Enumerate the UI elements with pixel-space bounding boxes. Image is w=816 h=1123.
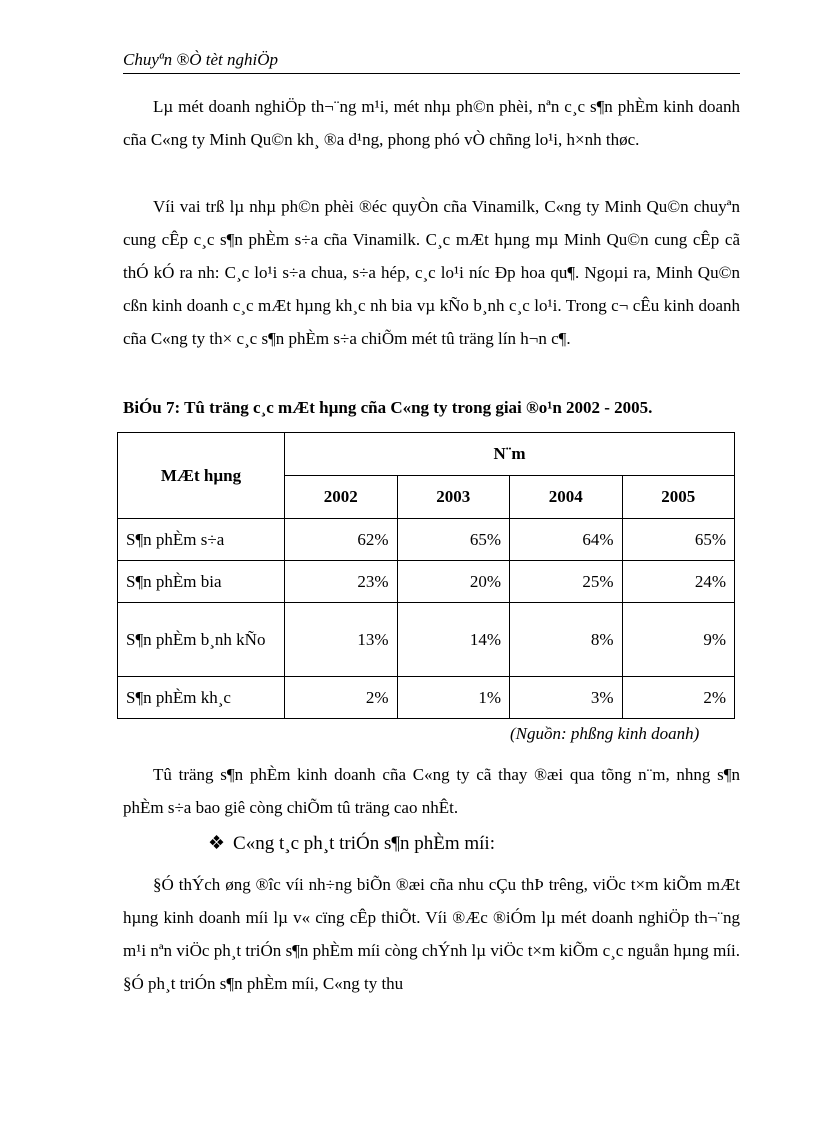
paragraph-2: Víi vai trß lµ nhµ ph©n phèi ®éc quyÒn cña Vinamilk, C«ng ty Minh Qu©n chuyªn cung cÊp c¸c s¶n phÈm s÷a cña Vinamilk. C¸c mÆt hµng mµ Minh Qu©n cung cÊp cã thÓ kÓ ra nh: C¸c lo¹i s÷a chua, s÷a hép, c¸c lo¹i níc Ðp hoa qu¶. Ngoµi ra, Minh Qu©n cßn kinh doanh c¸c mÆt hµng kh¸c nh bia vµ kÑo b¸nh c¸c lo¹i. Trong c¬ cÊu kinh doanh cña C«ng ty th× c¸c s¶n phÈm s÷a chiÕm mét tû träng lín h¬n c¶. <box>123 197 740 348</box>
cell: 64% <box>510 519 623 561</box>
header-year: N¨m <box>285 433 735 476</box>
cell: 23% <box>285 561 398 603</box>
cell: 3% <box>510 677 623 719</box>
table-row <box>118 561 735 603</box>
row-label: S¶n phÈm kh¸c <box>118 677 285 719</box>
subheading-text: C«ng t¸c ph¸t triÓn s¶n phÈm míi: <box>233 833 495 854</box>
year-2002: 2002 <box>285 476 398 519</box>
year-2003: 2003 <box>397 476 510 519</box>
product-share-table <box>117 432 735 719</box>
cell: 9% <box>622 603 735 677</box>
header-item: MÆt hµng <box>118 433 285 519</box>
row-label: S¶n phÈm bia <box>118 561 285 603</box>
paragraph-4: §Ó thÝch øng ®îc víi nh÷ng biÕn ®æi cña nhu cÇu thÞ trêng, viÖc t×m kiÕm mÆt hµng kinh doanh míi lµ v« cïng cÊp thiÕt. Víi ®Æc ®iÓm lµ mét doanh nghiÖp th¬¨ng m¹i nªn viÖc ph¸t triÓn s¶n phÈm míi còng chÝnh lµ viÖc t×m kiÕm c¸c nguån hµng míi. §Ó ph¸t triÓn s¶n phÈm míi, C«ng ty thu <box>123 875 740 993</box>
cell: 65% <box>622 519 735 561</box>
table-source: (Nguồn: phßng kinh doanh) <box>510 724 700 743</box>
cell: 8% <box>510 603 623 677</box>
cell: 24% <box>622 561 735 603</box>
cell: 20% <box>397 561 510 603</box>
cell: 62% <box>285 519 398 561</box>
cell: 13% <box>285 603 398 677</box>
cell: 1% <box>397 677 510 719</box>
paragraph-3: Tû träng s¶n phÈm kinh doanh cña C«ng ty cã thay ®æi qua tõng n¨m, nhng s¶n phÈm s÷a bao giê còng chiÕm tû träng cao nhÊt. <box>123 765 740 817</box>
cell: 25% <box>510 561 623 603</box>
table-row <box>118 603 735 677</box>
year-2004: 2004 <box>510 476 623 519</box>
row-label: S¶n phÈm s÷a <box>118 519 285 561</box>
cell: 65% <box>397 519 510 561</box>
paragraph-1: Lµ mét doanh nghiÖp th¬¨ng m¹i, mét nhµ ph©n phèi, nªn c¸c s¶n phÈm kinh doanh cña C«ng ty Minh Qu©n kh¸ ®a d¹ng, phong phó vÒ chñng lo¹i, h×nh thøc. <box>123 97 740 149</box>
cell: 2% <box>622 677 735 719</box>
cell: 14% <box>397 603 510 677</box>
table-row <box>118 677 735 719</box>
table-caption: BiÓu 7: Tû träng c¸c mÆt hµng cña C«ng ty trong giai ®o¹n 2002 - 2005. <box>123 398 653 417</box>
table-row <box>118 519 735 561</box>
cell: 2% <box>285 677 398 719</box>
section-subheading <box>208 832 495 855</box>
page-header: Chuyªn ®Ò tèt nghiÖp <box>123 50 740 74</box>
year-2005: 2005 <box>622 476 735 519</box>
diamond-bullet-icon: ❖ <box>208 833 226 854</box>
row-label: S¶n phÈm b¸nh kÑo <box>118 603 285 677</box>
